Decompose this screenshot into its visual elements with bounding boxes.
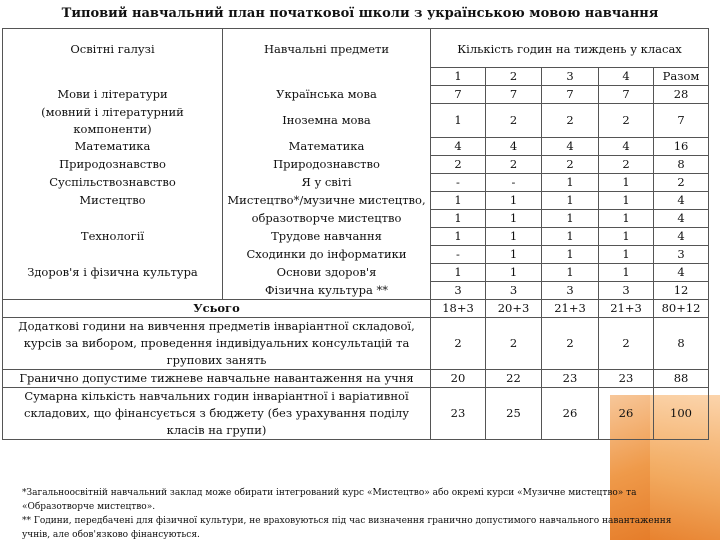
summary-value: 26 [542,388,599,440]
area-cell [3,246,223,264]
hours-cell: 4 [542,138,599,156]
summary-row [3,318,709,370]
summary-value: 8 [654,318,709,370]
table-row [3,138,709,156]
summary-value: 21+3 [542,300,599,318]
hours-cell: 1 [431,264,486,282]
summary-value: 26 [599,388,654,440]
subject-cell: Іноземна мова [223,104,431,138]
hours-cell: 4 [486,138,542,156]
table-row [3,86,709,104]
summary-value: 23 [431,388,486,440]
summary-value: 23 [599,370,654,388]
hours-cell: 1 [599,210,654,228]
hours-cell: 16 [654,138,709,156]
area-cell: Мистецтво [3,192,223,210]
table-row [3,104,709,138]
area-cell: (мовний і літературний компоненти) [3,104,223,138]
hours-cell: 1 [486,246,542,264]
hours-cell: 2 [431,156,486,174]
hours-cell: 1 [542,192,599,210]
area-cell: Технології [3,228,223,246]
hours-cell: 7 [654,104,709,138]
subject-cell: Основи здоров'я [223,264,431,282]
table-row [3,192,709,210]
summary-value: 2 [431,318,486,370]
hours-cell: 1 [542,264,599,282]
subject-cell: образотворче мистецтво [223,210,431,228]
hours-cell: 28 [654,86,709,104]
hours-cell: 4 [654,264,709,282]
hours-cell: - [431,246,486,264]
subject-cell: Природознавство [223,156,431,174]
grade-4: 4 [599,68,654,86]
hours-cell: 4 [654,192,709,210]
curriculum-table [2,28,709,440]
summary-value: 2 [542,318,599,370]
hours-cell: 2 [599,156,654,174]
hours-cell: 2 [654,174,709,192]
hours-cell: 3 [431,282,486,300]
area-cell: Математика [3,138,223,156]
summary-label: Сумарна кількість навчальних годин інваріантної і варіативної складових, що фінансується з бюджету (без урахування поділу класів на групи) [3,388,431,440]
hours-cell: - [486,174,542,192]
footnotes [22,486,702,542]
hours-cell: 1 [486,228,542,246]
hours-cell: 1 [542,228,599,246]
table-row [3,174,709,192]
hours-cell: 2 [542,104,599,138]
table-row [3,156,709,174]
subject-cell: Мистецтво*/музичне мистецтво, [223,192,431,210]
area-cell: Мови і літератури [3,86,223,104]
hours-cell: 1 [599,264,654,282]
hours-cell: 1 [599,246,654,264]
header-subject: Навчальні предмети [223,29,431,68]
subject-cell: Я у світі [223,174,431,192]
table-row [3,264,709,282]
area-cell [3,282,223,300]
summary-value: 22 [486,370,542,388]
hours-cell: 3 [542,282,599,300]
hours-cell: 2 [486,104,542,138]
hours-cell: 1 [599,228,654,246]
footnote-2: ** Години, передбачені для фізичної культури, не враховуються під час визначення гранично допустимого навчального навантаження учнів, але обов'язково фінансуються. [22,516,672,540]
summary-label: Гранично допустиме тижневе навчальне навантаження на учня [3,370,431,388]
summary-value: 100 [654,388,709,440]
hours-cell: 1 [542,246,599,264]
area-cell: Природознавство [3,156,223,174]
hours-cell: 1 [431,192,486,210]
table-row [3,210,709,228]
summary-value: 21+3 [599,300,654,318]
hours-cell: 12 [654,282,709,300]
header-hours: Кількість годин на тиждень у класах [431,29,709,68]
summary-value: 20 [431,370,486,388]
hours-cell: - [431,174,486,192]
hours-cell: 1 [486,210,542,228]
summary-value: 2 [486,318,542,370]
hours-cell: 4 [654,228,709,246]
subject-cell: Українська мова [223,86,431,104]
subject-cell: Сходинки до інформатики [223,246,431,264]
hours-cell: 1 [542,174,599,192]
summary-row [3,300,709,318]
hours-cell: 1 [599,192,654,210]
summary-value: 20+3 [486,300,542,318]
hours-cell: 1 [431,210,486,228]
summary-value: 2 [599,318,654,370]
grade-total: Разом [654,68,709,86]
hours-cell: 2 [599,104,654,138]
summary-value: 23 [542,370,599,388]
hours-cell: 1 [542,210,599,228]
hours-cell: 1 [599,174,654,192]
hours-cell: 7 [542,86,599,104]
hours-cell: 1 [486,192,542,210]
hours-cell: 1 [431,104,486,138]
area-cell [3,210,223,228]
page-title: Типовий навчальний план початкової школи з українською мовою навчання [61,6,659,21]
table-row [3,228,709,246]
hours-cell: 2 [486,156,542,174]
area-cell: Здоров'я і фізична культура [3,264,223,282]
summary-row [3,388,709,440]
summary-row [3,370,709,388]
header-area: Освітні галузі [3,29,223,68]
hours-cell: 4 [654,210,709,228]
hours-cell: 7 [431,86,486,104]
area-cell: Суспільствознавство [3,174,223,192]
subject-cell: Трудове навчання [223,228,431,246]
subject-cell: Математика [223,138,431,156]
table-row [3,282,709,300]
hours-cell: 3 [654,246,709,264]
table-row [3,246,709,264]
summary-label: Усього [3,300,431,318]
grade-1: 1 [431,68,486,86]
summary-label: Додаткові години на вивчення предметів інваріантної складової, курсів за вибором, проведення індивідуальних консультацій та групових занять [3,318,431,370]
footnote-1: *Загальноосвітній навчальний заклад може обирати інтегрований курс «Мистецтво» або окремі курси «Музичне мистецтво» та «Образотворче мистецтво». [22,488,637,512]
hours-cell: 8 [654,156,709,174]
hours-cell: 3 [486,282,542,300]
summary-value: 80+12 [654,300,709,318]
hours-cell: 7 [599,86,654,104]
grade-header-row [3,68,709,86]
hours-cell: 4 [599,138,654,156]
hours-cell: 3 [599,282,654,300]
header-row [3,29,709,68]
subject-cell: Фізична культура ** [223,282,431,300]
summary-value: 88 [654,370,709,388]
hours-cell: 1 [431,228,486,246]
hours-cell: 7 [486,86,542,104]
hours-cell: 2 [542,156,599,174]
hours-cell: 1 [486,264,542,282]
grade-2: 2 [486,68,542,86]
grade-3: 3 [542,68,599,86]
summary-value: 25 [486,388,542,440]
hours-cell: 4 [431,138,486,156]
summary-value: 18+3 [431,300,486,318]
